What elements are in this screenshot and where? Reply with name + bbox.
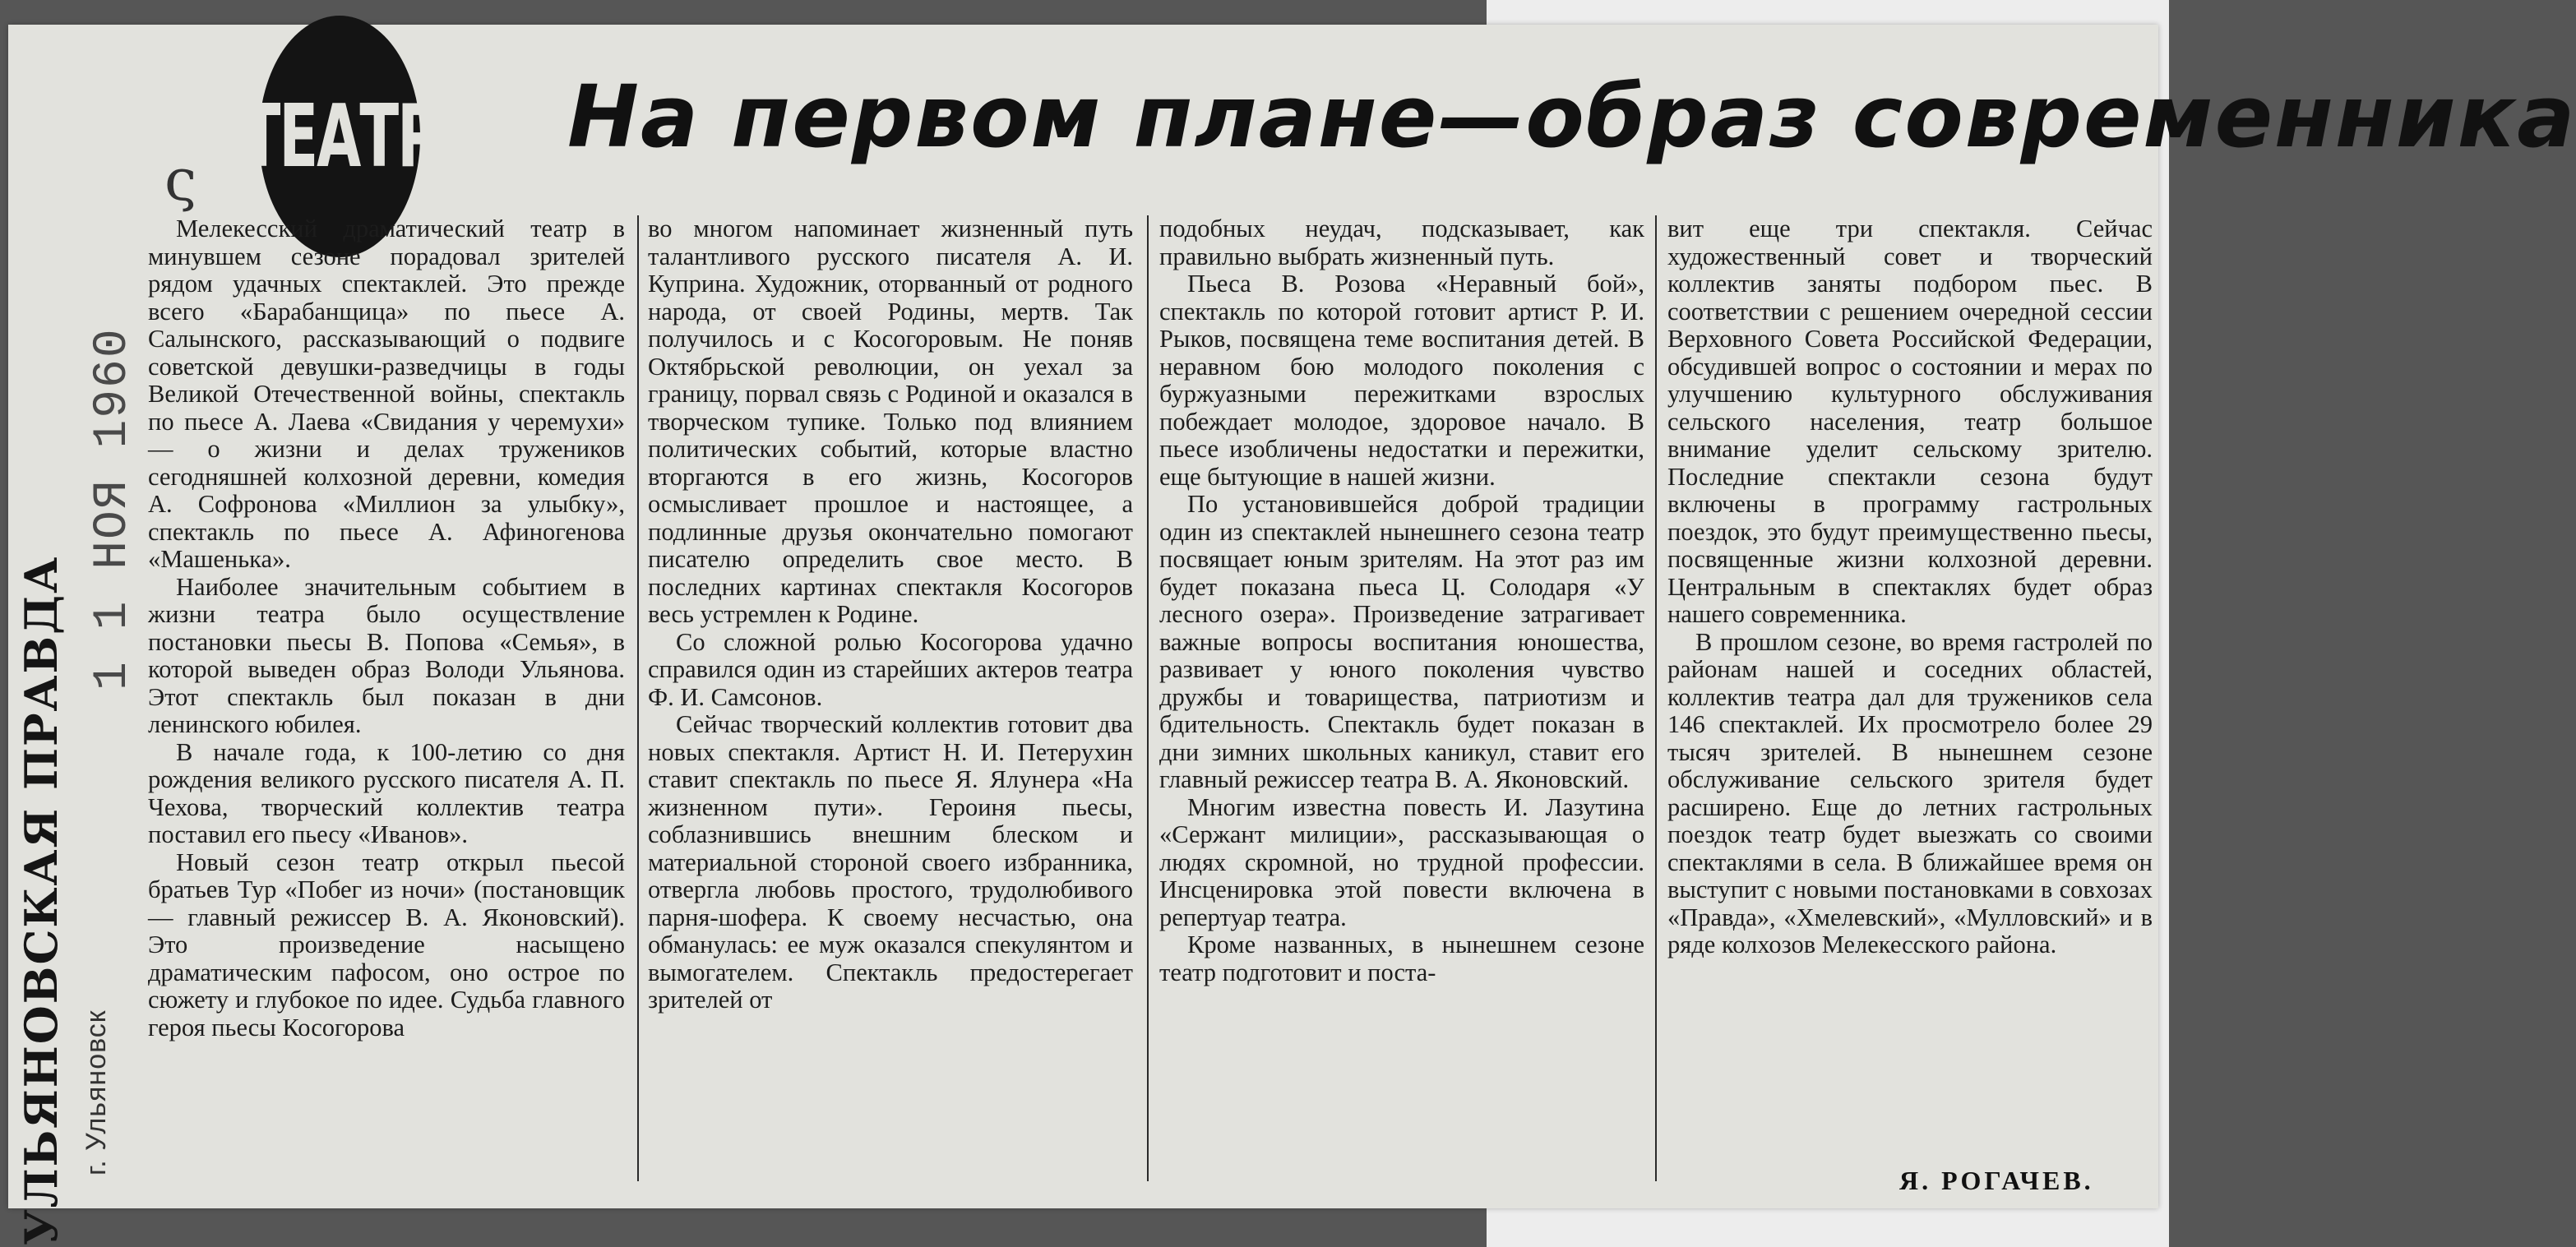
column-rule [637, 215, 639, 1181]
article-headline: На первом плане—образ современника [567, 67, 2576, 167]
paragraph: Кроме названных, в нынешнем сезоне театр подготовит и поста- [1159, 931, 1644, 986]
paragraph: подобных неудач, подсказывает, как правильно выбрать жизненный путь. [1159, 215, 1644, 270]
paragraph: во многом напоминает жизненный путь талантливого русского писателя А. И. Куприна. Художник, оторванный от родного народа, от своей Родины, мертв. Так получилось и с Косогоровым. Не поняв Октябрьской революции, он уехал за границу, порвал связь с Родиной и оказался в творческом тупике. Только под влиянием политических событий, которые властно вторгаются в его жизнь, Косогоров осмысливает прошлое и настоящее, а подлинные друзья окончательно помогают писателю определить свое место. В последних картинах спектакля Косогоров весь устремлен к Родине. [648, 215, 1133, 628]
paragraph: В начале года, к 100-летию со дня рождения великого русского писателя А. П. Чехова, творческий коллектив театра поставил его пьесу «Иванов». [148, 737, 625, 848]
paragraph: Со сложной ролью Косогорова удачно справился один из старейших актеров театра Ф. И. Самсонов. [648, 627, 1133, 711]
paragraph: По установившейся доброй традиции один из спектаклей нынешнего сезона театр посвящает юным зрителям. На этот раз им будет показана пьеса Ц. Солодаря «У лесного озера». Произведение затрагивает важные вопросы воспитания юношества, развивает у юного поколения чувство дружбы и товарищества, патриотизм и бдительность. Спектакль будет показан в дни зимних школьных каникул, ставит его главный режиссер театра В. А. Яконовский. [1159, 490, 1644, 793]
article-column-4 [1667, 215, 2153, 1202]
paragraph: Пьеса В. Розова «Неравный бой», спектакль по которой готовит артист Р. И. Рыков, посвящена теме воспитания детей. В неравном бою молодого поколения с буржуазными пережитками взрослых побеждает молодое, здоровое начало. В пьесе изобличены недостатки и пережитки, еще бытующие в нашей жизни. [1159, 270, 1644, 491]
handwritten-mark: ς [164, 146, 197, 214]
paragraph: В прошлом сезоне, во время гастролей по районам нашей и соседних областей, коллектив театра дал для тружеников села 146 спектаклей. Их просмотрело более 29 тысяч зрителей. В нынешнем сезоне обслуживание сельского зрителя будет расширено. Еще до летних гастрольных поездок театр будет выезжать со своими спектаклями в села. В ближайшее время он выступит с новыми постановками в совхозах «Правда», «Хмелевский», «Мулловский» и в ряде колхозов Мелекесского района. [1667, 627, 2153, 958]
newspaper-clipping [8, 25, 2576, 1245]
paragraph: Сейчас творческий коллектив готовит два новых спектакля. Артист Н. И. Петерухин ставит спектакль по пьесе Я. Ялунера «На жизненном пути». Героиня пьесы, соблазнившись внешним блеском и материальной стороной своего избранника, отвергла любовь простого, трудолюбивого парня-шофера. К своему несчастью, она обманулась: ее муж оказался спекулянтом и вымогателем. Спектакль предостерегает зрителей от [648, 710, 1133, 1014]
paragraph: Мелекесский драматический театр в минувшем сезоне порадовал зрителей рядом удачных спектаклей. Это прежде всего «Барабанщица» по пьесе А. Салынского, рассказывающий о подвиге советской девушки-разведчицы в годы Великой Отечественной войны, спектакль по пьесе А. Лаева «Свидания у черемухи» — о жизни и делах тружеников сегодняшней колхозной деревни, комедия А. Софронова «Миллион за улыбку», спектакль по пьесе А. Афиногенова «Машенька». [148, 215, 625, 573]
column-rule [1655, 215, 1657, 1181]
paragraph: Наиболее значительным событием в жизни театра было осуществление постановки пьесы В. Попова «Семья», в которой выведен образ Володи Ульянова. Этот спектакль был показан в дни ленинского юбилея. [148, 572, 625, 738]
article-column-2 [648, 215, 1133, 1202]
date-stamp: 1 1 НОЯ 1960 [86, 327, 140, 690]
newspaper-city: г. Ульяновск [81, 1009, 112, 1175]
paragraph: Новый сезон театр открыл пьесой братьев Тур «Побег из ночи» (постановщик — главный режиссер В. А. Яконовский). Это произведение насыщено драматическим пафосом, оно острое по сюжету и глубокое по идее. Судьба главного героя пьесы Косогорова [148, 847, 625, 1041]
newspaper-name: УЛЬЯНОВСКАЯ ПРАВДА [15, 555, 67, 1245]
paragraph: вит еще три спектакля. Сейчас художественный совет и творческий коллектив заняты подбором пьес. В соответствии с решением очередной сессии Верховного Совета Российской Федерации, обсудившей вопрос о состоянии и мерах по улучшению культурного обслуживания сельского населения, театр большое внимание уделит сельскому зрителю. Последние спектакли сезона будут включены в программу гастрольных поездок, это будут преимущественно пьесы, посвященные жизни колхозной деревни. Центральным в спектаклях будет образ нашего современника. [1667, 215, 2153, 628]
article-column-3 [1159, 215, 1644, 1202]
author-signature: Я. РОГАЧЕВ. [1899, 1166, 2094, 1195]
article-column-1 [148, 215, 625, 1202]
column-rule [1147, 215, 1149, 1181]
logo-text: ТЕАТР [241, 85, 438, 187]
paragraph: Многим известна повесть И. Лазутина «Сержант милиции», рассказывающая о людях скромной, но трудной профессии. Инсценировка этой повести включена в репертуар театра. [1159, 792, 1644, 931]
